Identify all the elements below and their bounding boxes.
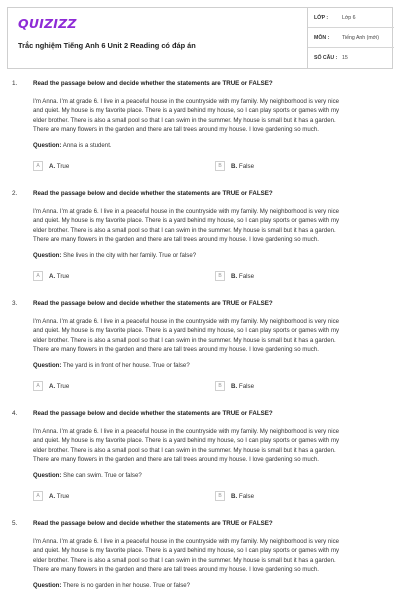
option-b-text: False (238, 492, 255, 500)
passage-line: There are many flowers in the garden and there are tall trees around my house. I love gardening so much. (33, 125, 319, 133)
option-b-box[interactable]: B (215, 161, 225, 171)
option-a-prefix: A. (49, 272, 56, 280)
question-label: Question: (33, 252, 62, 259)
option-a-text: True (56, 492, 70, 500)
question-instruction: Read the passage below and decide whether the statements are TRUE or FALSE? (33, 80, 273, 87)
option-a-text: True (56, 382, 70, 390)
option-a-box[interactable]: A (33, 271, 43, 281)
meta-table (307, 8, 393, 68)
passage-line: elder brother. There is also a small pool so that I can swim in the summer. My house is small but it has a garden. (33, 446, 336, 454)
question-number: 1. (12, 80, 18, 87)
option-a[interactable] (33, 161, 69, 171)
option-a-text: True (56, 162, 70, 170)
option-b-label (231, 273, 254, 280)
option-a-box[interactable]: A (33, 381, 43, 391)
passage-line: elder brother. There is also a small pool so that I can swim in the summer. My house is small but it has a garden. (33, 336, 336, 344)
passage-line: There are many flowers in the garden and there are tall trees around my house. I love gardening so much. (33, 235, 319, 243)
option-b-prefix: B. (231, 162, 238, 170)
option-b[interactable] (215, 381, 254, 391)
option-a-prefix: A. (49, 492, 56, 500)
option-b[interactable] (215, 491, 254, 501)
meta-value: 15 (342, 55, 348, 61)
page-title: Trắc nghiệm Tiếng Anh 6 Unit 2 Reading có đáp án (18, 41, 196, 50)
question-text: There is no garden in her house. True or false? (63, 582, 191, 589)
option-b-prefix: B. (231, 382, 238, 390)
passage-line: elder brother. There is also a small pool so that I can swim in the summer. My house is small but it has a garden. (33, 556, 336, 564)
option-a-box[interactable]: A (33, 161, 43, 171)
option-b-text: False (238, 162, 255, 170)
reading-passage (33, 427, 385, 464)
option-b-prefix: B. (231, 492, 238, 500)
passage-line: There are many flowers in the garden and there are tall trees around my house. I love gardening so much. (33, 455, 319, 463)
option-a-prefix: A. (49, 382, 56, 390)
option-a-prefix: A. (49, 162, 56, 170)
option-b[interactable] (215, 271, 254, 281)
option-a-box[interactable]: A (33, 491, 43, 501)
option-a-label (49, 383, 69, 390)
question-statement (33, 472, 142, 479)
question-text: She lives in the city with her family. True or false? (63, 252, 197, 259)
question-instruction: Read the passage below and decide whether the statements are TRUE or FALSE? (33, 410, 273, 417)
meta-label: LỚP : (314, 14, 329, 21)
option-b-box[interactable]: B (215, 491, 225, 501)
question-statement (33, 362, 190, 369)
question-number: 5. (12, 520, 18, 527)
passage-line: I'm Anna. I'm at grade 6. I live in a peaceful house in the countryside with my family. My neighborhood is very nice (33, 98, 340, 105)
question-text: She can swim. True or false? (63, 472, 142, 479)
option-a-label (49, 273, 69, 280)
question-label: Question: (33, 472, 62, 479)
passage-line: I'm Anna. I'm at grade 6. I live in a peaceful house in the countryside with my family. My neighborhood is very nice (33, 208, 340, 215)
meta-row-subject (308, 28, 394, 48)
passage-line: and quiet. My house is my favorite place. There is a yard behind my house, so I can play sports or games with my (33, 217, 340, 225)
question-instruction: Read the passage below and decide whether the statements are TRUE or FALSE? (33, 300, 273, 307)
option-b-box[interactable]: B (215, 381, 225, 391)
passage-line: There are many flowers in the garden and there are tall trees around my house. I love gardening so much. (33, 345, 319, 353)
reading-passage (33, 97, 385, 134)
option-a-label (49, 493, 69, 500)
question-text: The yard is in front of her house. True or false? (63, 362, 190, 369)
passage-line: I'm Anna. I'm at grade 6. I live in a peaceful house in the countryside with my family. My neighborhood is very nice (33, 538, 340, 545)
option-b[interactable] (215, 161, 254, 171)
option-b-prefix: B. (231, 272, 238, 280)
reading-passage (33, 207, 385, 244)
passage-line: elder brother. There is also a small pool so that I can swim in the summer. My house is small but it has a garden. (33, 226, 336, 234)
passage-line: There are many flowers in the garden and there are tall trees around my house. I love gardening so much. (33, 565, 319, 573)
question-number: 4. (12, 410, 18, 417)
option-a[interactable] (33, 381, 69, 391)
meta-label: MÔN : (314, 34, 330, 41)
header-box (7, 7, 393, 69)
quizizz-logo (18, 16, 77, 30)
meta-row-count (308, 48, 394, 68)
logo-text: QUIZIZZ (18, 15, 77, 31)
option-a[interactable] (33, 271, 69, 281)
passage-line: and quiet. My house is my favorite place. There is a yard behind my house, so I can play sports or games with my (33, 547, 340, 555)
question-statement (33, 142, 112, 149)
passage-line: and quiet. My house is my favorite place. There is a yard behind my house, so I can play sports or games with my (33, 107, 340, 115)
option-b-text: False (238, 382, 255, 390)
reading-passage (33, 537, 385, 574)
question-instruction: Read the passage below and decide whether the statements are TRUE or FALSE? (33, 520, 273, 527)
passage-line: and quiet. My house is my favorite place. There is a yard behind my house, so I can play sports or games with my (33, 327, 340, 335)
option-b-label (231, 163, 254, 170)
option-b-label (231, 383, 254, 390)
question-number: 3. (12, 300, 18, 307)
option-b-box[interactable]: B (215, 271, 225, 281)
meta-row-class (308, 8, 394, 28)
question-instruction: Read the passage below and decide whether the statements are TRUE or FALSE? (33, 190, 273, 197)
option-b-label (231, 493, 254, 500)
passage-line: and quiet. My house is my favorite place. There is a yard behind my house, so I can play sports or games with my (33, 437, 340, 445)
question-number: 2. (12, 190, 18, 197)
reading-passage (33, 317, 385, 354)
option-a-label (49, 163, 69, 170)
question-label: Question: (33, 582, 62, 589)
question-statement (33, 582, 190, 589)
option-b-text: False (238, 272, 255, 280)
question-label: Question: (33, 142, 62, 149)
question-statement (33, 252, 196, 259)
passage-line: elder brother. There is also a small pool so that I can swim in the summer. My house is small but it has a garden. (33, 116, 336, 124)
meta-label: SỐ CÂU : (314, 55, 338, 61)
passage-line: I'm Anna. I'm at grade 6. I live in a peaceful house in the countryside with my family. My neighborhood is very nice (33, 318, 340, 325)
question-text: Anna is a student. (62, 142, 112, 149)
meta-value: Tiếng Anh (mới) (342, 34, 379, 41)
passage-line: I'm Anna. I'm at grade 6. I live in a peaceful house in the countryside with my family. My neighborhood is very nice (33, 428, 340, 435)
meta-value: Lớp 6 (342, 14, 356, 21)
option-a[interactable] (33, 491, 69, 501)
question-label: Question: (33, 362, 62, 369)
option-a-text: True (56, 272, 70, 280)
